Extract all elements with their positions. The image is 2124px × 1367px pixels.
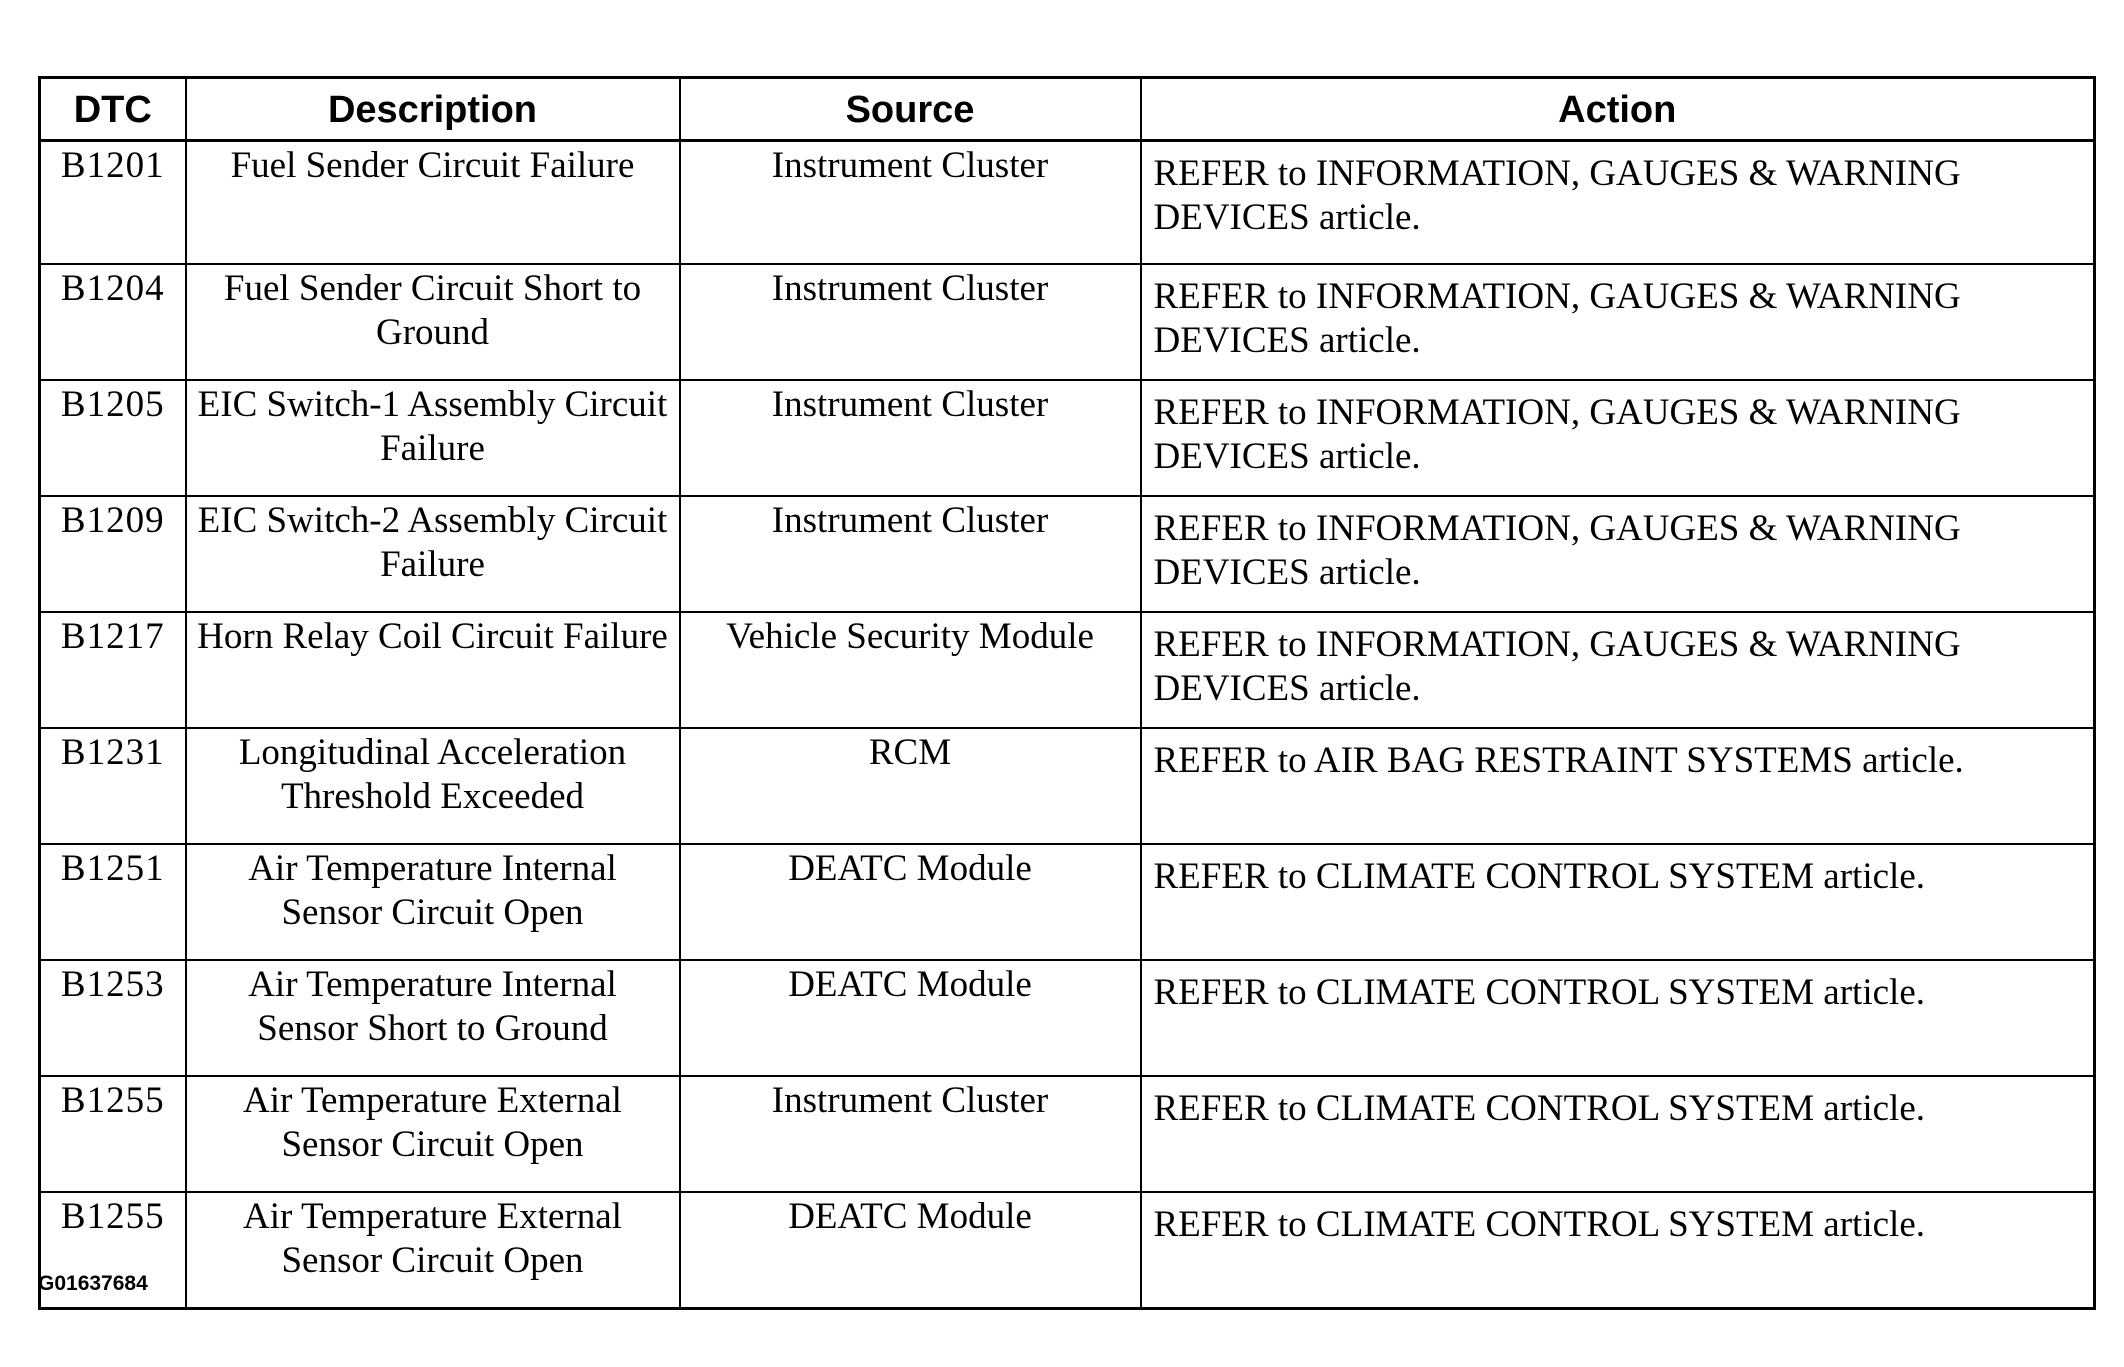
dtc-source: Vehicle Security Module <box>680 612 1141 728</box>
dtc-table <box>38 76 2096 1310</box>
dtc-description: Longitudinal Acceleration Threshold Exceeded <box>186 728 680 844</box>
dtc-source: Instrument Cluster <box>680 496 1141 612</box>
table-row <box>40 141 2095 265</box>
dtc-description: EIC Switch-1 Assembly Circuit Failure <box>186 380 680 496</box>
dtc-source: DEATC Module <box>680 960 1141 1076</box>
dtc-action: REFER to INFORMATION, GAUGES & WARNING DEVICES article. <box>1141 380 2095 496</box>
dtc-description: Horn Relay Coil Circuit Failure <box>186 612 680 728</box>
table-row <box>40 612 2095 728</box>
dtc-code: B1205 <box>40 380 186 496</box>
table-row <box>40 1076 2095 1192</box>
dtc-action: REFER to CLIMATE CONTROL SYSTEM article. <box>1141 1192 2095 1309</box>
dtc-code: B1209 <box>40 496 186 612</box>
dtc-description: Air Temperature External Sensor Circuit Open <box>186 1192 680 1309</box>
dtc-description: Air Temperature External Sensor Circuit Open <box>186 1076 680 1192</box>
figure-id: G01637684 <box>38 1272 148 1295</box>
dtc-code: B1251 <box>40 844 186 960</box>
dtc-code: B1253 <box>40 960 186 1076</box>
table-header-row <box>40 78 2095 141</box>
header-source: Source <box>680 78 1141 141</box>
dtc-action: REFER to INFORMATION, GAUGES & WARNING DEVICES article. <box>1141 141 2095 265</box>
dtc-source: Instrument Cluster <box>680 1076 1141 1192</box>
dtc-description: Fuel Sender Circuit Short to Ground <box>186 264 680 380</box>
table-row <box>40 496 2095 612</box>
dtc-code: B1255 <box>40 1076 186 1192</box>
dtc-action: REFER to CLIMATE CONTROL SYSTEM article. <box>1141 844 2095 960</box>
table-row <box>40 380 2095 496</box>
table-row <box>40 960 2095 1076</box>
dtc-code: B1204 <box>40 264 186 380</box>
table-row <box>40 844 2095 960</box>
dtc-description: Air Temperature Internal Sensor Circuit Open <box>186 844 680 960</box>
dtc-source: Instrument Cluster <box>680 380 1141 496</box>
table-row <box>40 264 2095 380</box>
dtc-source: DEATC Module <box>680 1192 1141 1309</box>
dtc-action: REFER to CLIMATE CONTROL SYSTEM article. <box>1141 960 2095 1076</box>
dtc-description: Fuel Sender Circuit Failure <box>186 141 680 265</box>
dtc-action: REFER to CLIMATE CONTROL SYSTEM article. <box>1141 1076 2095 1192</box>
dtc-action: REFER to INFORMATION, GAUGES & WARNING DEVICES article. <box>1141 612 2095 728</box>
dtc-code: B1231 <box>40 728 186 844</box>
dtc-source: Instrument Cluster <box>680 141 1141 265</box>
dtc-description: EIC Switch-2 Assembly Circuit Failure <box>186 496 680 612</box>
header-action: Action <box>1141 78 2095 141</box>
dtc-action: REFER to INFORMATION, GAUGES & WARNING DEVICES article. <box>1141 496 2095 612</box>
dtc-source: DEATC Module <box>680 844 1141 960</box>
dtc-action: REFER to INFORMATION, GAUGES & WARNING DEVICES article. <box>1141 264 2095 380</box>
table-row <box>40 1192 2095 1309</box>
dtc-action: REFER to AIR BAG RESTRAINT SYSTEMS article. <box>1141 728 2095 844</box>
dtc-description: Air Temperature Internal Sensor Short to Ground <box>186 960 680 1076</box>
header-dtc: DTC <box>40 78 186 141</box>
dtc-code: B1255 <box>40 1192 186 1309</box>
table-row <box>40 728 2095 844</box>
dtc-code: B1201 <box>40 141 186 265</box>
header-description: Description <box>186 78 680 141</box>
dtc-source: Instrument Cluster <box>680 264 1141 380</box>
dtc-code: B1217 <box>40 612 186 728</box>
dtc-source: RCM <box>680 728 1141 844</box>
